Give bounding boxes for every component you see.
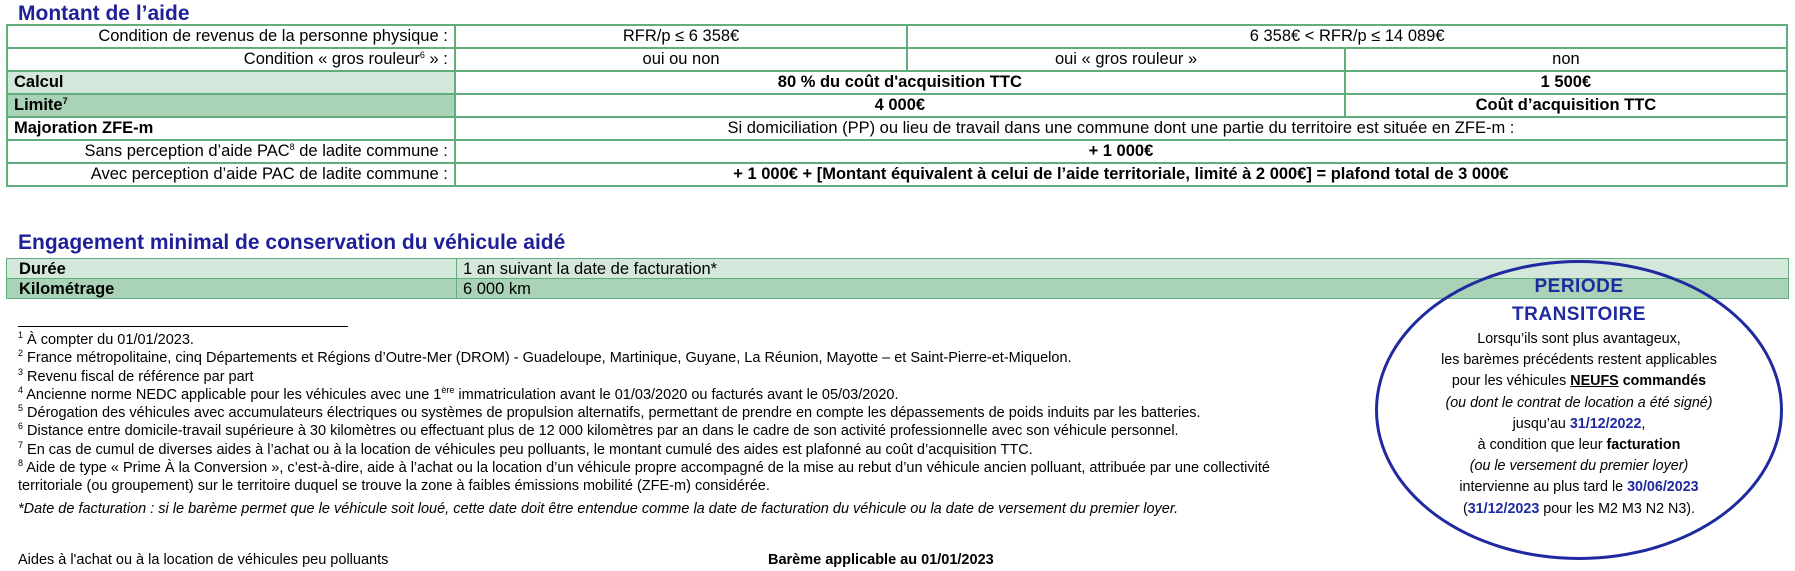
footnote-6: $^6$ Distance entre domicile-travail supérieure à 30 kilomètres ou effectuant plus de 12 000 kilomètres par an dans le cadre de son activité professionnelle avec son véhicule personnel.: [18, 421, 1179, 440]
row-gros-rouleur: [7, 48, 1787, 71]
limite-value-a: 4 000€: [455, 94, 1345, 117]
oval-line-5: jusqu’au 31/12/2022,: [1512, 415, 1646, 432]
footnote-3: $^3$ Revenu fiscal de référence par part: [18, 366, 254, 385]
revenus-tranche-1: RFR/p ≤ 6 358€: [455, 25, 907, 48]
oval-title-1: PERIODE: [1534, 276, 1624, 297]
label-avec-pac: Avec perception d’aide PAC de ladite commune :: [7, 163, 455, 186]
label-limite: Limite$^7$: [7, 94, 455, 117]
label-duree: Durée: [7, 259, 457, 279]
facturation-note: *Date de facturation : si le barème permet que le véhicule soit loué, cette date doit être entendue comme la date de facturation du véhicule ou la date de versement du premier loyer.: [18, 500, 1179, 517]
footnote-4: $^4$ Ancienne norme NEDC applicable pour les véhicules avec une 1ère immatriculation avant le 01/03/2020 ou facturés avant le 05/03/2020.: [18, 384, 899, 403]
duree-value: 1 an suivant la date de facturation*: [457, 259, 1789, 279]
gros-rouleur-col2: oui « gros rouleur »: [907, 48, 1345, 71]
revenus-tranche-2: 6 358€ < RFR/p ≤ 14 089€: [907, 25, 1787, 48]
label-majoration: Majoration ZFE-m: [7, 117, 455, 140]
label-sans-pac: Sans perception d’aide PAC$^8$ de ladite commune :: [7, 140, 455, 163]
label-condition-revenus: Condition de revenus de la personne physique :: [7, 25, 455, 48]
footnote-7: $^7$ En cas de cumul de diverses aides à l’achat ou à la location de véhicules peu polluants, le montant cumulé des aides est plafonné au coût d’acquisition TTC.: [18, 439, 1033, 458]
oval-line-4: (ou dont le contrat de location a été signé): [1445, 394, 1713, 411]
oval-line-1: Lorsqu’ils sont plus avantageux,: [1477, 331, 1681, 347]
row-calcul: [7, 71, 1787, 94]
gros-rouleur-col1: oui ou non: [455, 48, 907, 71]
footnote-separator: [18, 326, 348, 327]
row-avec-pac: [7, 163, 1787, 186]
calcul-value-b: 1 500€: [1345, 71, 1787, 94]
section-title-engagement: Engagement minimal de conservation du véhicule aidé: [18, 231, 566, 254]
majoration-text: Si domiciliation (PP) ou lieu de travail dans une commune dont une partie du territoire est située en ZFE-m :: [455, 117, 1787, 140]
label-kilometrage: Kilométrage: [7, 279, 457, 299]
section-title-montant: Montant de l’aide: [18, 2, 190, 25]
row-limite: [7, 94, 1787, 117]
footnotes: [18, 331, 1358, 518]
montant-table: [6, 24, 1788, 187]
periode-transitoire-oval: [1375, 260, 1783, 560]
oval-line-8: intervienne au plus tard le 30/06/2023: [1459, 479, 1699, 496]
calcul-value-a: 80 % du coût d'acquisition TTC: [455, 71, 1345, 94]
sans-pac-value: + 1 000€: [455, 140, 1787, 163]
footnote-2: $^2$ France métropolitaine, cinq Départements et Régions d’Outre-Mer (DROM) - Guadeloupe, Martinique, Guyane, La Réunion, Mayotte – et Saint-Pierre-et-Miquelon.: [18, 348, 1072, 367]
row-sans-pac: [7, 140, 1787, 163]
footer-left: Aides à l'achat ou à la location de véhicules peu polluants: [18, 552, 389, 568]
label-gros-rouleur: Condition « gros rouleur$^6$ » :: [7, 48, 455, 71]
oval-line-7: (ou le versement du premier loyer): [1469, 458, 1689, 475]
oval-title-2: TRANSITOIRE: [1512, 304, 1646, 325]
limite-value-b: Coût d’acquisition TTC: [1345, 94, 1787, 117]
row-condition-revenus: [7, 25, 1787, 48]
oval-line-6: à condition que leur facturation: [1477, 437, 1681, 454]
footer-center: Barème applicable au 01/01/2023: [768, 552, 994, 568]
row-majoration: [7, 117, 1787, 140]
oval-line-9: (31/12/2023 pour les M2 M3 N2 N3).: [1462, 500, 1696, 517]
oval-line-2: les barèmes précédents restent applicables: [1441, 352, 1717, 369]
footnote-8: $^8$ Aide de type « Prime À la Conversion », c’est-à-dire, aide à l’achat ou la location d’un véhicule propre accompagné de la mise au rebut d’un véhicule ancien polluant, attribuée par une collectivité territoriale (ou groupement) sur le territoire duquel se trouve la zone à faibles émissions mobilité (ZFE-m) considérée.: [18, 458, 1270, 495]
gros-rouleur-col3: non: [1345, 48, 1787, 71]
avec-pac-value: + 1 000€ + [Montant équivalent à celui de l’aide territoriale, limité à 2 000€] = plafond total de 3 000€: [455, 163, 1787, 186]
kilometrage-value: 6 000 km: [457, 279, 1789, 299]
label-calcul: Calcul: [7, 71, 455, 94]
footnote-1: $^1$ À compter du 01/01/2023.: [18, 330, 194, 348]
footnote-5: $^5$ Dérogation des véhicules avec accumulateurs électriques ou systèmes de propulsion alternatifs, permettant de prendre en compte les dépassements de poids induits par les batteries.: [18, 403, 1201, 422]
oval-line-3: pour les véhicules NEUFS commandés: [1451, 373, 1707, 390]
